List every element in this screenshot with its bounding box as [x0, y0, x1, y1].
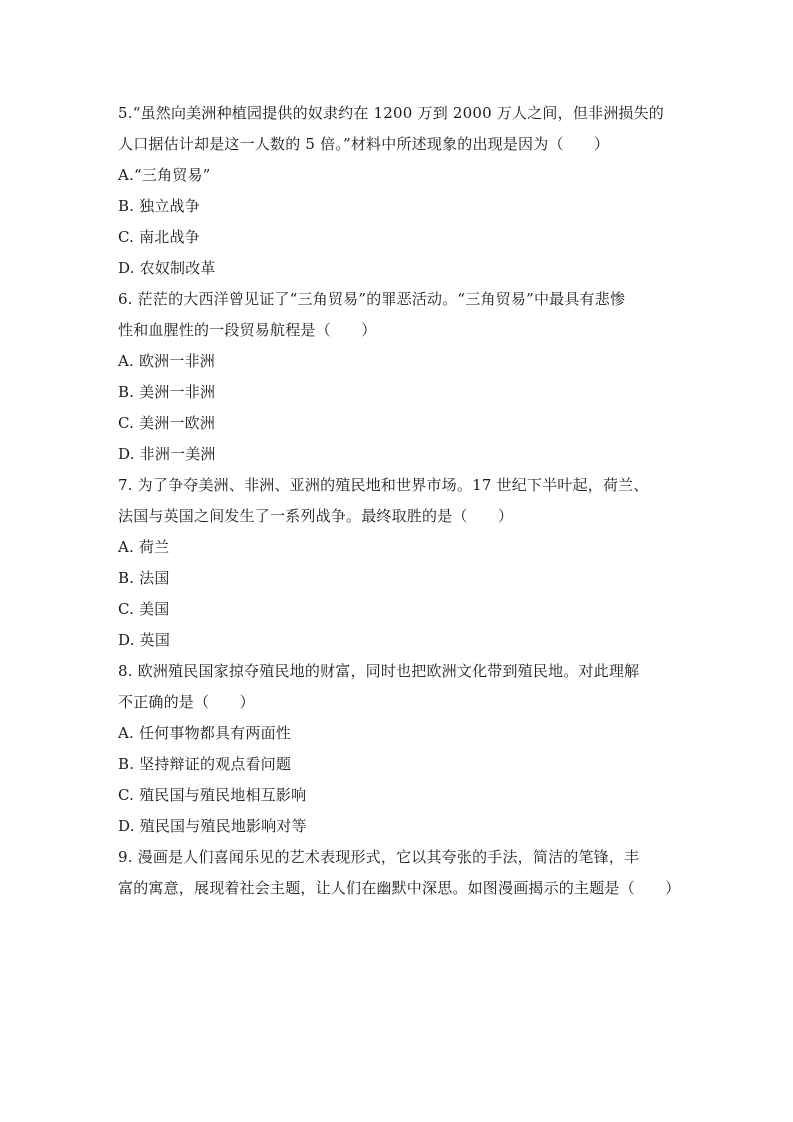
question-5-option-b: B. 独立战争 — [118, 197, 200, 215]
question-7-stem-line-2: 法国与英国之间发生了一系列战争。最终取胜的是（ ） — [118, 507, 514, 525]
question-6 — [118, 284, 678, 470]
question-7-option-b: B. 法国 — [118, 569, 170, 587]
question-7-option-a: A. 荷兰 — [118, 538, 170, 556]
question-7-stem-line-1: 7. 为了争夺美洲、非洲、亚洲的殖民地和世界市场。17 世纪下半叶起，荷兰、 — [118, 476, 649, 494]
question-5-stem-line-1: 5.“虽然向美洲种植园提供的奴隶约在 1200 万到 2000 万人之间，但非洲损失的 — [118, 104, 665, 122]
question-9-stem-line-1: 9. 漫画是人们喜闻乐见的艺术表现形式，它以其夸张的手法，简洁的笔锋，丰 — [118, 848, 640, 866]
question-8-stem-line-1: 8. 欧洲殖民国家掠夺殖民地的财富，同时也把欧洲文化带到殖民地。对此理解 — [118, 662, 640, 680]
question-5 — [118, 98, 678, 284]
question-8-stem-line-2: 不正确的是（ ） — [118, 693, 255, 711]
question-8-option-c: C. 殖民国与殖民地相互影响 — [118, 786, 307, 804]
question-8-option-a: A. 任何事物都具有两面性 — [118, 724, 291, 742]
question-7-option-c: C. 美国 — [118, 600, 170, 618]
question-8 — [118, 656, 678, 842]
question-9 — [118, 842, 681, 904]
question-8-option-d: D. 殖民国与殖民地影响对等 — [118, 817, 307, 835]
question-5-option-d: D. 农奴制改革 — [118, 259, 216, 277]
question-5-option-a: A.“三角贸易” — [118, 166, 211, 184]
question-list — [118, 98, 681, 904]
question-7 — [118, 470, 678, 656]
question-6-stem-line-2: 性和血腥性的一段贸易航程是（ ） — [118, 321, 377, 339]
question-5-option-c: C. 南北战争 — [118, 228, 200, 246]
question-9-stem-line-2: 富的寓意，展现着社会主题，让人们在幽默中深思。如图漫画揭示的主题是（ ） — [118, 879, 681, 897]
question-8-option-b: B. 坚持辩证的观点看问题 — [118, 755, 292, 773]
question-6-option-d: D. 非洲一美洲 — [118, 445, 216, 463]
question-6-option-c: C. 美洲一欧洲 — [118, 414, 216, 432]
question-6-option-b: B. 美洲一非洲 — [118, 383, 216, 401]
question-6-stem-line-1: 6. 茫茫的大西洋曾见证了“三角贸易”的罪恶活动。“三角贸易”中最具有悲惨 — [118, 290, 626, 308]
question-6-option-a: A. 欧洲一非洲 — [118, 352, 215, 370]
question-7-option-d: D. 英国 — [118, 631, 171, 649]
question-5-stem-line-2: 人口据估计却是这一人数的 5 倍。”材料中所述现象的出现是因为（ ） — [118, 135, 610, 153]
